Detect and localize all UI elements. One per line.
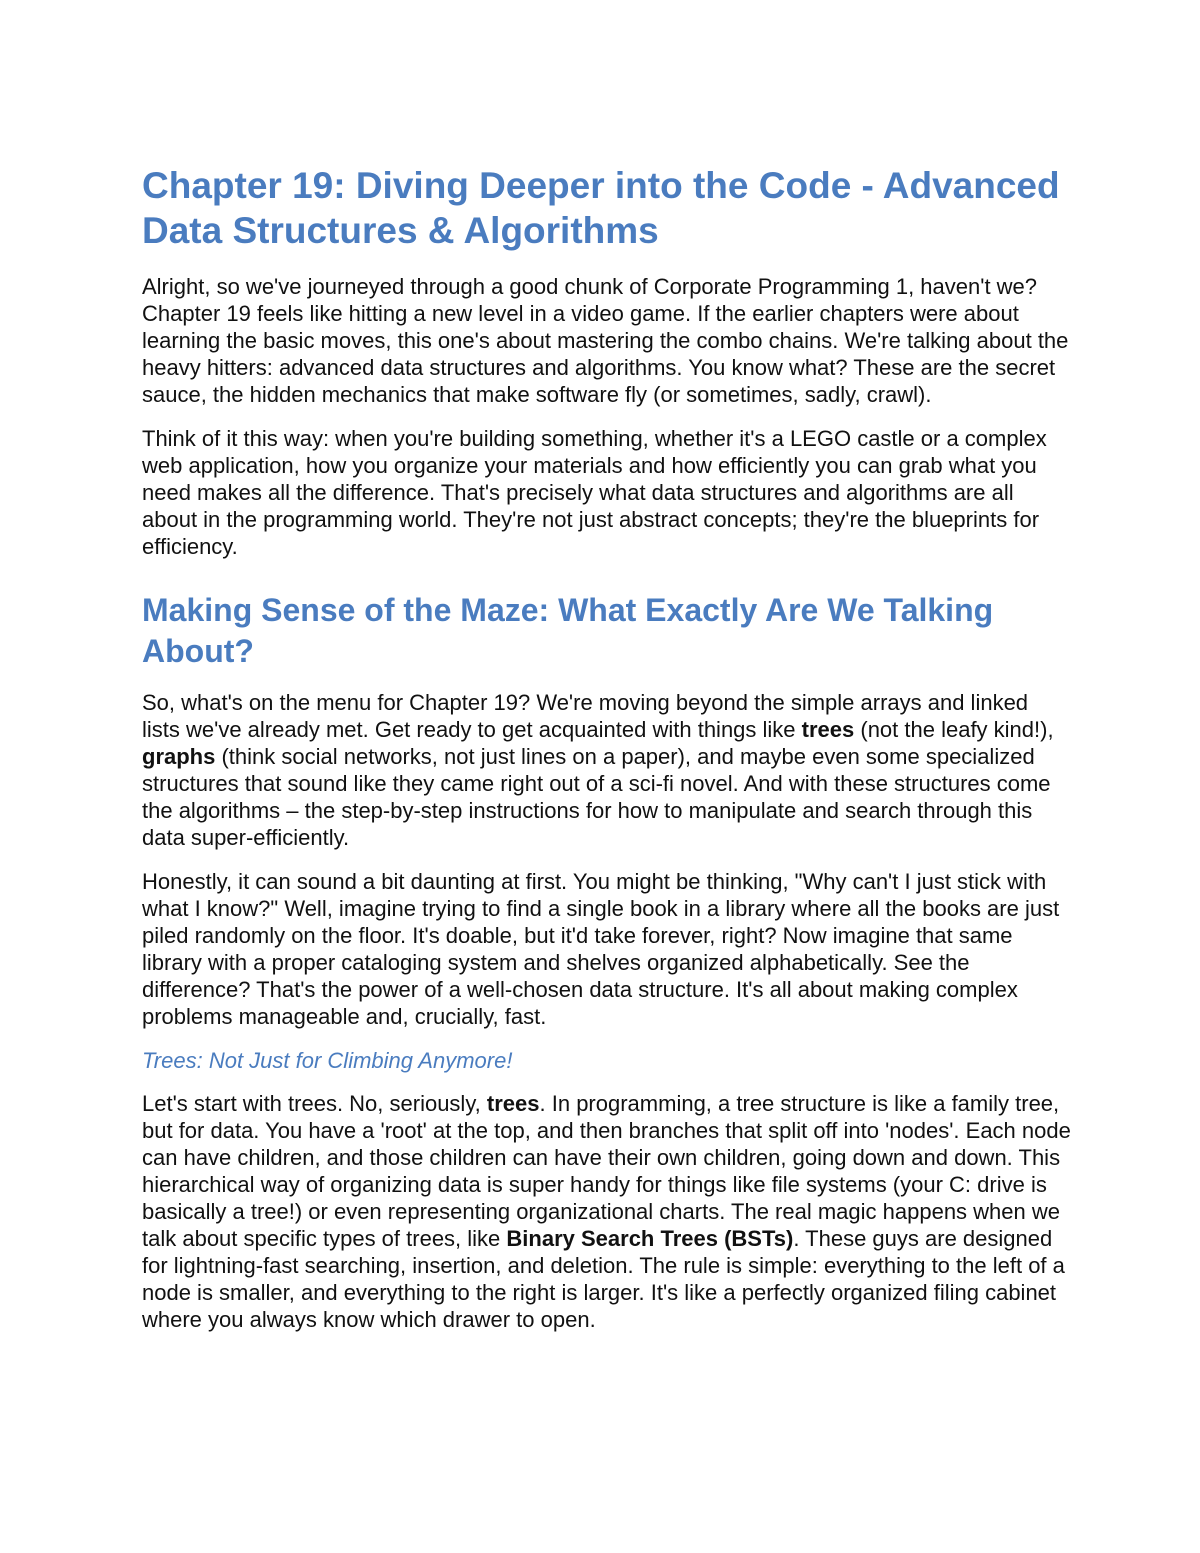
bold-term-trees: trees [801, 717, 855, 742]
text-span: Let's start with trees. No, seriously, [142, 1091, 487, 1116]
section1-paragraph-2: Honestly, it can sound a bit daunting at first. You might be thinking, "Why can't I just stick with what I know?" Well, imagine trying to find a single book in a library where all the books are just piled randomly on the floor. It's doable, but it'd take forever, right? Now imagine that same library with a proper cataloging system and shelves organized alphabetically. See the difference? That's the power of a well-chosen data structure. It's all about making complex problems manageable and, crucially, fast. [142, 869, 1060, 1029]
text-span: So, what's on the menu for Chapter 19? We're moving beyond the simple arrays and linked lists we've already met. Get ready to get acquainted with things like [142, 690, 1029, 742]
bold-term-bst: Binary Search Trees (BSTs) [506, 1226, 794, 1251]
text-span: . In programming, a tree structure is like a family tree, but for data. You have a 'root' at the top, and then branches that split off into 'nodes'. Each node can have children, and those children can have their own children, going down and down. This hierarchical way of organizing data is super handy for things like file systems (your C: drive is basically a tree!) or even representing organizational charts. The real magic happens when we talk about specific types of trees, like [142, 1091, 1071, 1251]
intro-paragraph-1: Alright, so we've journeyed through a good chunk of Corporate Programming 1, haven't we? Chapter 19 feels like hitting a new level in a video game. If the earlier chapters were about learning the basic moves, this one's about mastering the combo chains. We're talking about the heavy hitters: advanced data structures and algorithms. You know what? These are the secret sauce, the hidden mechanics that make software fly (or sometimes, sadly, crawl). [142, 274, 1069, 407]
section1-paragraph-1 [142, 689, 1072, 851]
text-span: (think social networks, not just lines on a paper), and maybe even some specialized structures that sound like they came right out of a sci-fi novel. And with these structures come the algorithms – the step-by-step instructions for how to manipulate and search through this data super-efficiently. [142, 744, 1051, 850]
section-heading-maze: Making Sense of the Maze: What Exactly Are We Talking About? [142, 592, 994, 669]
section2-paragraph-1 [142, 1090, 1072, 1333]
chapter-title: Chapter 19: Diving Deeper into the Code - Advanced Data Structures & Algorithms [142, 165, 1060, 251]
bold-term-graphs: graphs [142, 744, 216, 769]
text-span: (not the leafy kind!), [854, 717, 1054, 742]
document-page [142, 163, 1072, 1350]
subheading-trees: Trees: Not Just for Climbing Anymore! [142, 1048, 513, 1073]
text-span: . These guys are designed for lightning-fast searching, insertion, and deletion. The rule is simple: everything to the left of a node is smaller, and everything to the right is larger. It's like a perfectly organized filing cabinet where you always know which drawer to open. [142, 1226, 1065, 1332]
bold-term-trees: trees [486, 1091, 540, 1116]
intro-paragraph-2: Think of it this way: when you're building something, whether it's a LEGO castle or a complex web application, how you organize your materials and how efficiently you can grab what you need makes all the difference. That's precisely what data structures and algorithms are all about in the programming world. They're not just abstract concepts; they're the blueprints for efficiency. [142, 426, 1047, 559]
